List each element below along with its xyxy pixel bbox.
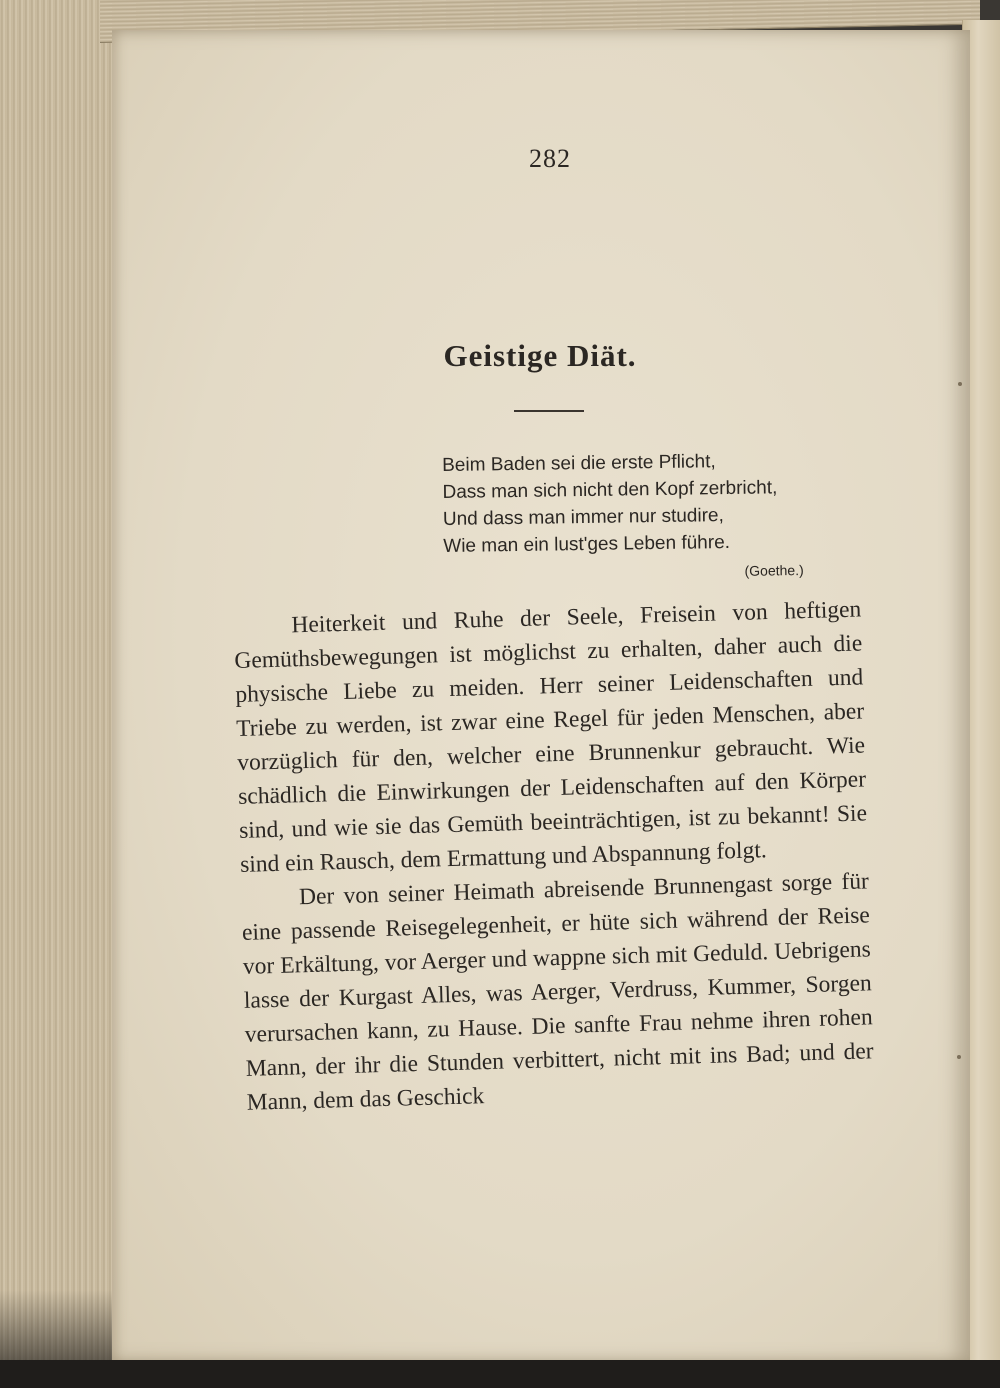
- poem-line: Und dass man immer nur studire,: [442, 505, 724, 530]
- epigraph-poem: [442, 446, 864, 589]
- chapter-title: Geistige Diät.: [443, 338, 637, 373]
- paragraph: Heiterkeit und Ruhe der Seele, Freisein von heftigen Gemüthsbewegungen ist möglichst zu erhalten, daher auch die physische Liebe zu meiden. Herr seiner Leidenschaften und Triebe zu werden, ist zwar eine Regel für jeden Menschen, aber vorzüglich für den, welcher eine Brunnenkur gebraucht. Wie schädlich die Einwirkungen der Leidenschaften auf den Körper sind, und wie sie das Gemüth beeinträchtigen, ist zu bekannt! Sie sind ein Rausch, dem Ermattung und Abspannung folgt.: [234, 596, 868, 878]
- title-divider: [514, 410, 584, 412]
- paragraph: Der von seiner Heimath abreisende Brunnengast sorge für eine passende Reisegelegenheit, er hüte sich während der Reise vor Erkältung, vor Aerger und wappne sich mit Geduld. Uebrigens lasse der Kurgast Alles, was Aerger, Verdruss, Kummer, Sorgen verursachen kann, zu Hause. Die sanfte Frau nehme ihren rohen Mann, der ihr die Stunden verbittert, nicht mit ins Bad; und der Mann, dem das Geschick: [241, 868, 874, 1116]
- poem-line: Beim Baden sei die erste Pflicht,: [442, 451, 716, 476]
- poem-line: Wie man ein lust'ges Leben führe.: [443, 531, 731, 557]
- poem-attribution: (Goethe.): [744, 561, 804, 579]
- poem-line: Dass man sich nicht den Kopf zerbricht,: [442, 477, 778, 503]
- paper-speck: [958, 382, 962, 386]
- body-text: [233, 592, 875, 1119]
- paper-speck: [957, 1055, 961, 1059]
- scan-background: [0, 1360, 1000, 1388]
- page-number: 282: [529, 144, 571, 173]
